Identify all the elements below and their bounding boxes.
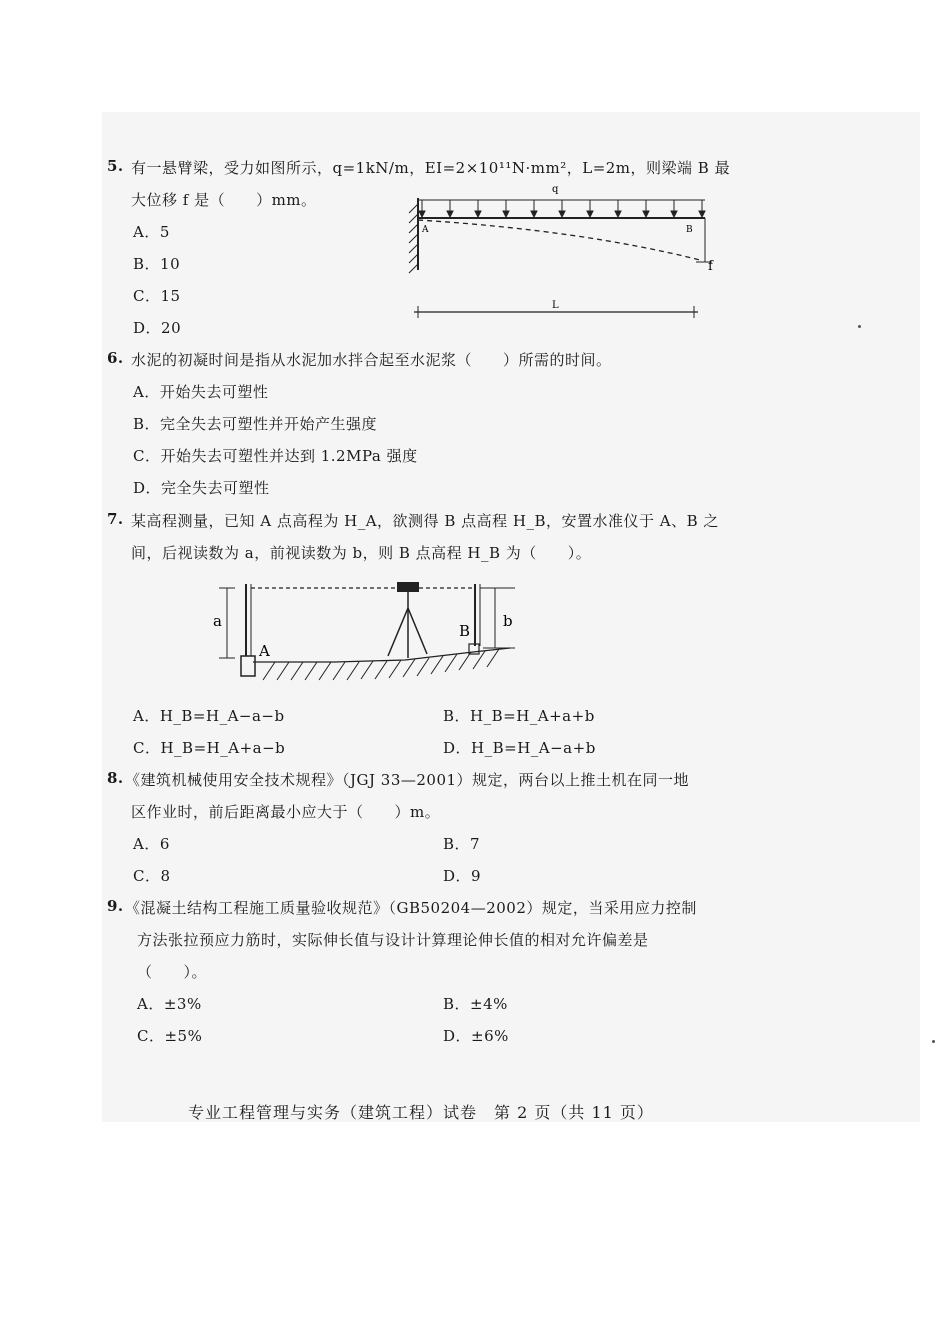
q8-text-line2: 区作业时，前后距离最小应大于（ ）m。 (131, 803, 441, 821)
q5-number: 5. (107, 157, 124, 175)
q5-option-a: A．5 (133, 223, 170, 241)
q8-number: 8. (107, 769, 124, 787)
q7-option-c: C．H_B=H_A+a−b (133, 739, 286, 757)
q9-option-a: A．±3% (137, 995, 202, 1013)
q6-number: 6. (107, 349, 124, 367)
q5-text-line1: 有一悬臂梁，受力如图所示，q=1kN/m，EI=2×10¹¹N·mm²，L=2m，则梁端 B 最 (131, 159, 731, 177)
beam-label-b: B (686, 225, 693, 235)
q7-text-line1: 某高程测量，已知 A 点高程为 H_A，欲测得 B 点高程 H_B，安置水准仪于 A、B 之 (131, 512, 719, 530)
q7-option-d: D．H_B=H_A−a+b (443, 739, 596, 757)
q5-text-line2: 大位移 f 是（ ）mm。 (131, 191, 317, 209)
q5-option-b: B．10 (133, 255, 181, 273)
q9-number: 9. (107, 897, 124, 915)
scan-speck (858, 325, 861, 328)
q9-text-line3: （ ）。 (137, 963, 208, 981)
q6-option-a: A．开始失去可塑性 (133, 383, 269, 401)
q5-option-c: C．15 (133, 287, 181, 305)
point-label-b: B (459, 622, 471, 640)
q7-option-b: B．H_B=H_A+a+b (443, 707, 595, 725)
q8-option-d: D．9 (443, 867, 482, 885)
load-label-q: q (552, 184, 559, 195)
q8-option-b: B．7 (443, 835, 481, 853)
q9-option-b: B．±4% (443, 995, 508, 1013)
beam-label-a: A (422, 225, 429, 235)
q9-option-c: C．±5% (137, 1027, 203, 1045)
leveling-survey-diagram (205, 578, 535, 688)
q9-text-line2: 方法张拉预应力筋时，实际伸长值与设计计算理论伸长值的相对允许偏差是 (137, 931, 649, 949)
page-footer: 专业工程管理与实务（建筑工程）试卷 第 2 页（共 11 页） (188, 1103, 654, 1122)
point-label-a: A (259, 642, 270, 660)
q7-option-a: A．H_B=H_A−a−b (133, 707, 285, 725)
span-label-l: L (552, 300, 559, 311)
reading-label-b: b (503, 612, 513, 630)
deflection-label-f: f (708, 259, 713, 274)
cantilever-beam-diagram (400, 178, 730, 323)
q6-text-line1: 水泥的初凝时间是指从水泥加水拌合起至水泥浆（ ）所需的时间。 (131, 351, 612, 369)
q8-option-c: C．8 (133, 867, 171, 885)
q6-option-c: C．开始失去可塑性并达到 1.2MPa 强度 (133, 447, 418, 465)
q9-text-line1: 《混凝土结构工程施工质量验收规范》（GB50204—2002）规定，当采用应力控制 (125, 899, 697, 917)
q7-number: 7. (107, 510, 124, 528)
q6-option-d: D．完全失去可塑性 (133, 479, 270, 497)
q6-option-b: B．完全失去可塑性并开始产生强度 (133, 415, 378, 433)
scan-speck (932, 1040, 935, 1043)
q9-option-d: D．±6% (443, 1027, 509, 1045)
q5-option-d: D．20 (133, 319, 182, 337)
reading-label-a: a (213, 612, 222, 630)
q8-option-a: A．6 (133, 835, 170, 853)
q8-text-line1: 《建筑机械使用安全技术规程》（JGJ 33—2001）规定，两台以上推土机在同一地 (125, 771, 690, 789)
q7-text-line2: 间，后视读数为 a，前视读数为 b，则 B 点高程 H_B 为（ ）。 (131, 544, 592, 562)
